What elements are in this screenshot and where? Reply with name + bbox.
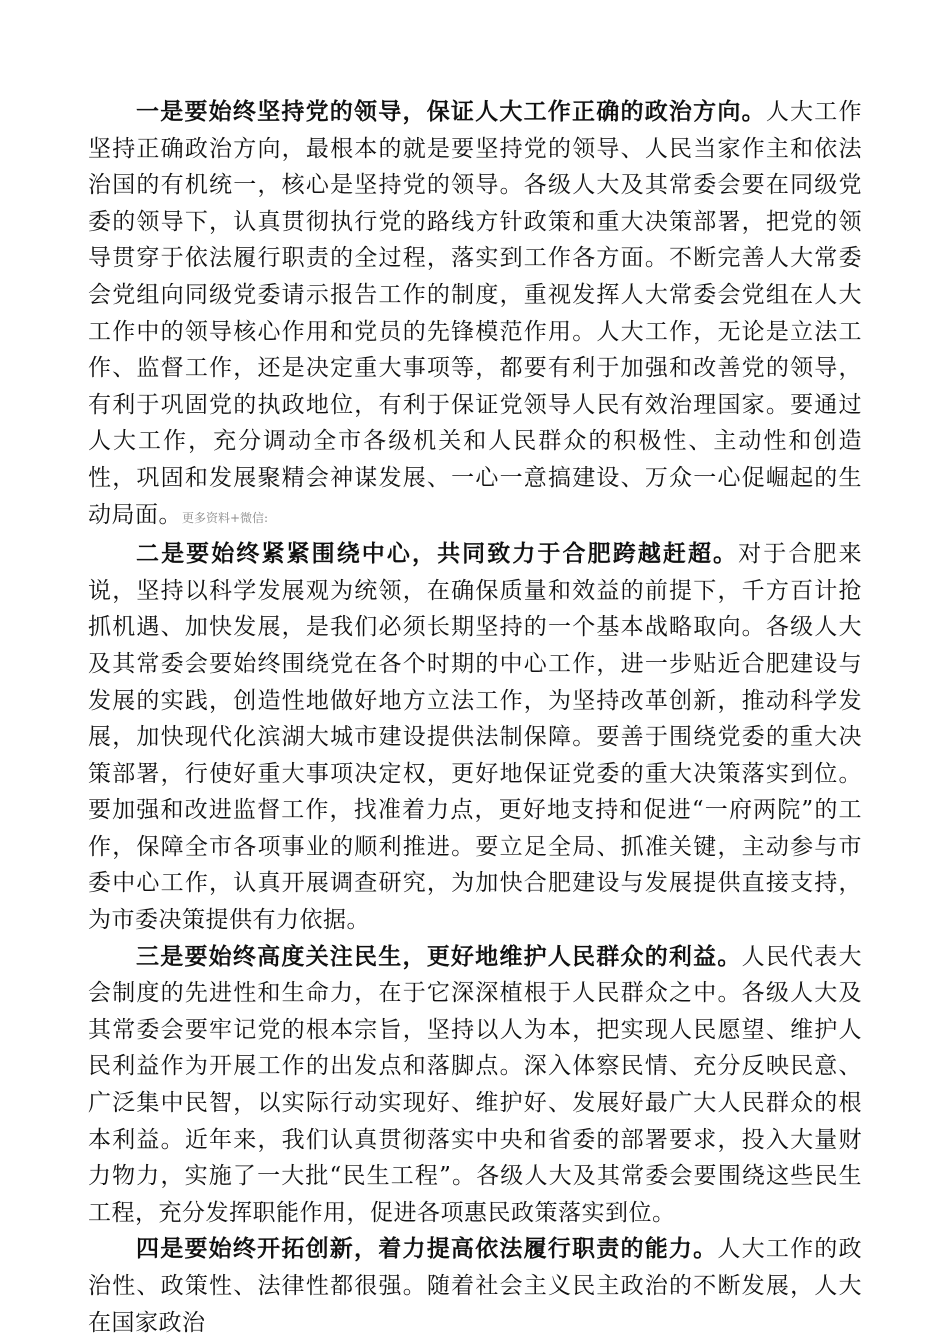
document-page	[88, 94, 862, 1341]
paragraph-2	[88, 536, 862, 939]
paragraph-3-heading: 三是要始终高度关注民生，更好地维护人民群众的利益。	[136, 942, 742, 970]
paragraph-1-heading: 一是要始终坚持党的领导，保证人大工作正确的政治方向。	[136, 98, 766, 125]
paragraph-4-body: 人大工作的政治性、政策性、法律性都很强。随着社会主义民主政治的不断发展，人大在国家政治	[88, 1236, 863, 1336]
paragraph-2-heading: 二是要始终紧紧围绕中心，共同致力于合肥跨越赶超。	[136, 540, 739, 568]
paragraph-2-body: 对于合肥来说，坚持以科学发展观为统领，在确保质量和效益的前提下，千方百计抢抓机遇、加快发展，是我们必须长期坚持的一个基本战略取向。各级人大及其常委会要始终围绕党在各个时期的中心工作，进一步贴近合肥建设与发展的实践，创造性地做好地方立法工作，为坚持改革创新，推动科学发展，加快现代化滨湖大城市建设提供法制保障。要善于围绕党委的重大决策部署，行使好重大事项决定权，更好地保证党委的重大决策落实到位。要加强和改进监督工作，找准着力点，更好地支持和促进“一府两院”的工作，保障全市各项事业的顺利推进。要立足全局、抓准关键，主动参与市委中心工作，认真开展调查研究，为加快合肥建设与发展提供直接支持，为市委决策提供有力依据。	[88, 541, 863, 934]
paragraph-1-body: 人大工作坚持正确政治方向，最根本的就是要坚持党的领导、人民当家作主和依法治国的有机统一，核心是坚持党的领导。各级人大及其常委会要在同级党委的领导下，认真贯彻执行党的路线方针政策和重大决策部署，把党的领导贯穿于依法履行职责的全过程，落实到工作各方面。不断完善人大常委会党组向同级党委请示报告工作的制度，重视发挥人大常委会党组在人大工作中的领导核心作用和党员的先锋模范作用。人大工作，无论是立法工作、监督工作，还是决定重大事项等，都要有利于加强和改善党的领导，有利于巩固党的执政地位，有利于保证党领导人民有效治理国家。要通过人大工作，充分调动全市各级机关和人民群众的积极性、主动性和创造性，巩固和发展聚精会神谋发展、一心一意搞建设、万众一心促崛起的生动局面。	[88, 99, 863, 528]
paragraph-3	[88, 939, 862, 1232]
contact-note: 更多资料+微信:	[182, 510, 269, 525]
paragraph-1	[88, 94, 862, 536]
paragraph-3-body: 人民代表大会制度的先进性和生命力，在于它深深植根于人民群众之中。各级人大及其常委会要牢记党的根本宗旨，坚持以人为本，把实现人民愿望、维护人民利益作为开展工作的出发点和落脚点。深入体察民情、充分反映民意、广泛集中民智，以实际行动实现好、维护好、发展好最广大人民群众的根本利益。近年来，我们认真贯彻落实中央和省委的部署要求，投入大量财力物力，实施了一大批“民生工程”。各级人大及其常委会要围绕这些民生工程，充分发挥职能作用，促进各项惠民政策落实到位。	[88, 943, 863, 1226]
paragraph-4	[88, 1231, 862, 1341]
paragraph-4-heading: 四是要始终开拓创新，着力提高依法履行职责的能力。	[136, 1235, 718, 1263]
